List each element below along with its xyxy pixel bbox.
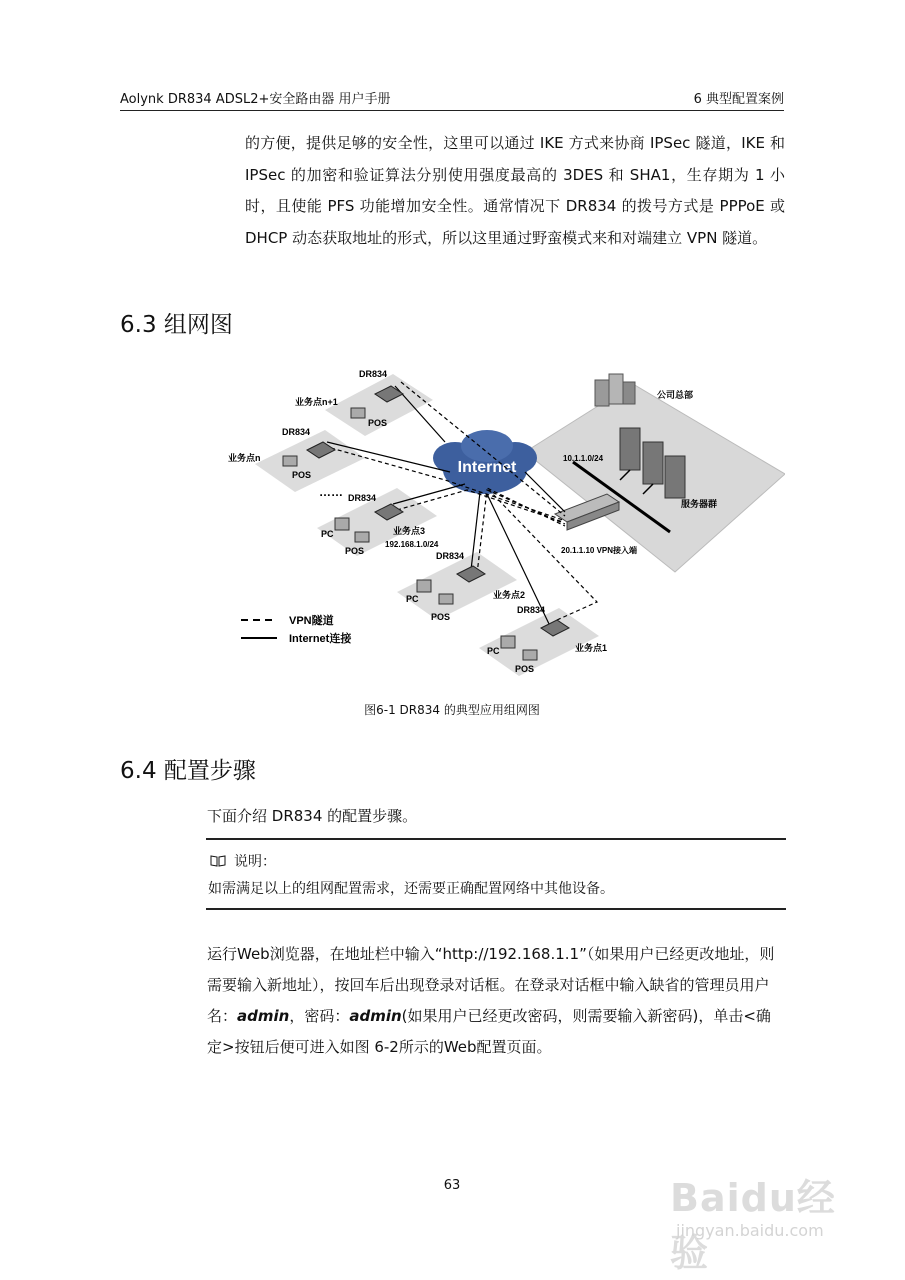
lan-label: 192.168.1.0/24 — [385, 540, 439, 549]
watermark-logo: Baidu经验 — [670, 1176, 836, 1275]
default-password: admin — [349, 1007, 402, 1025]
page-header — [120, 86, 784, 111]
watermark — [640, 1145, 860, 1275]
watermark-url: jingyan.baidu.com — [676, 1221, 824, 1240]
network-diagram — [225, 362, 785, 692]
lead-text: 下面介绍 DR834 的配置步骤。 — [207, 807, 418, 825]
note-header — [210, 851, 276, 871]
pos-label: POS — [368, 418, 388, 428]
header-title: Aolynk DR834 ADSL2+安全路由器 用户手册 — [120, 92, 391, 107]
body-part-2: ，密码： — [289, 1007, 350, 1025]
site-n-platform — [255, 430, 365, 492]
dr834-label: DR834 — [436, 551, 465, 561]
note-box — [206, 838, 786, 910]
internet-label: Internet — [457, 459, 517, 476]
site-1-platform — [479, 608, 599, 676]
section-6-4-title: 6.4 配置步骤 — [120, 758, 256, 784]
figure-caption: 图6-1 DR834 的典型应用组网图 — [364, 703, 540, 717]
dr834-label: DR834 — [359, 369, 388, 379]
pc-label: PC — [321, 529, 334, 539]
body-paragraph — [207, 939, 785, 1063]
site-n1-label: 业务点n+1 — [295, 397, 338, 407]
pos-label: POS — [345, 546, 365, 556]
site-n-label: 业务点n — [228, 453, 261, 463]
hq-net-label: 10.1.1.0/24 — [563, 454, 604, 463]
page-number: 63 — [443, 1178, 461, 1193]
legend-vpn: VPN隧道 — [289, 615, 334, 627]
header-chapter: 6 典型配置案例 — [693, 92, 784, 107]
legend — [241, 613, 351, 645]
body-part-1: 运行Web浏览器，在地址栏中输入“http://192.168.1.1”（如果用户已经更改地址，则需要输入新地址），按回车后出现登录对话框。在登录对话框中输入缺省的管理员用户名： — [207, 945, 775, 1025]
pc-label: PC — [406, 594, 419, 604]
body-part-3: (如果用户已经更改密码，则需要输入新密码)，单击<确定>按钮后便可进入如图 6-2所示的Web配置页面。 — [207, 1007, 771, 1056]
default-username: admin — [237, 1007, 290, 1025]
section-6-3-title: 6.3 组网图 — [120, 312, 233, 338]
dr834-label: DR834 — [282, 427, 311, 437]
book-icon — [210, 855, 226, 867]
site-3-label: 业务点3 — [393, 526, 426, 536]
legend-internet: Internet连接 — [289, 633, 352, 645]
site-1-label: 业务点1 — [575, 643, 608, 653]
pos-label: POS — [431, 612, 451, 622]
dr834-label: DR834 — [348, 493, 377, 503]
ellipsis-label: …… — [319, 485, 343, 499]
hq-label: 公司总部 — [657, 390, 694, 400]
pos-label: POS — [515, 664, 535, 674]
site-2-platform — [397, 552, 517, 620]
pc-label: PC — [487, 646, 500, 656]
pos-label: POS — [292, 470, 312, 480]
intro-paragraph: 的方便，提供足够的安全性，这里可以通过 IKE 方式来协商 IPSec 隧道，IKE 和 IPSec 的加密和验证算法分别使用强度最高的 3DES 和 SHA1，生存期为 1 小时，且使能 PFS 功能增加安全性。通常情况下 DR834 的拨号方式是 PPPoE 或 DHCP 动态获取地址的形式，所以这里通过野蛮模式来和对端建立 VPN 隧道。 — [245, 134, 785, 247]
note-title: 说明： — [234, 854, 276, 870]
servers-label: 服务器群 — [681, 499, 718, 509]
hq-building-icon — [595, 374, 635, 406]
site-2-label: 业务点2 — [493, 590, 526, 600]
vpn-endpoint-label: 20.1.1.10 VPN接入端 — [561, 546, 638, 555]
note-text: 如需满足以上的组网配置需求，还需要正确配置网络中其他设备。 — [208, 881, 614, 897]
dr834-label: DR834 — [517, 605, 546, 615]
